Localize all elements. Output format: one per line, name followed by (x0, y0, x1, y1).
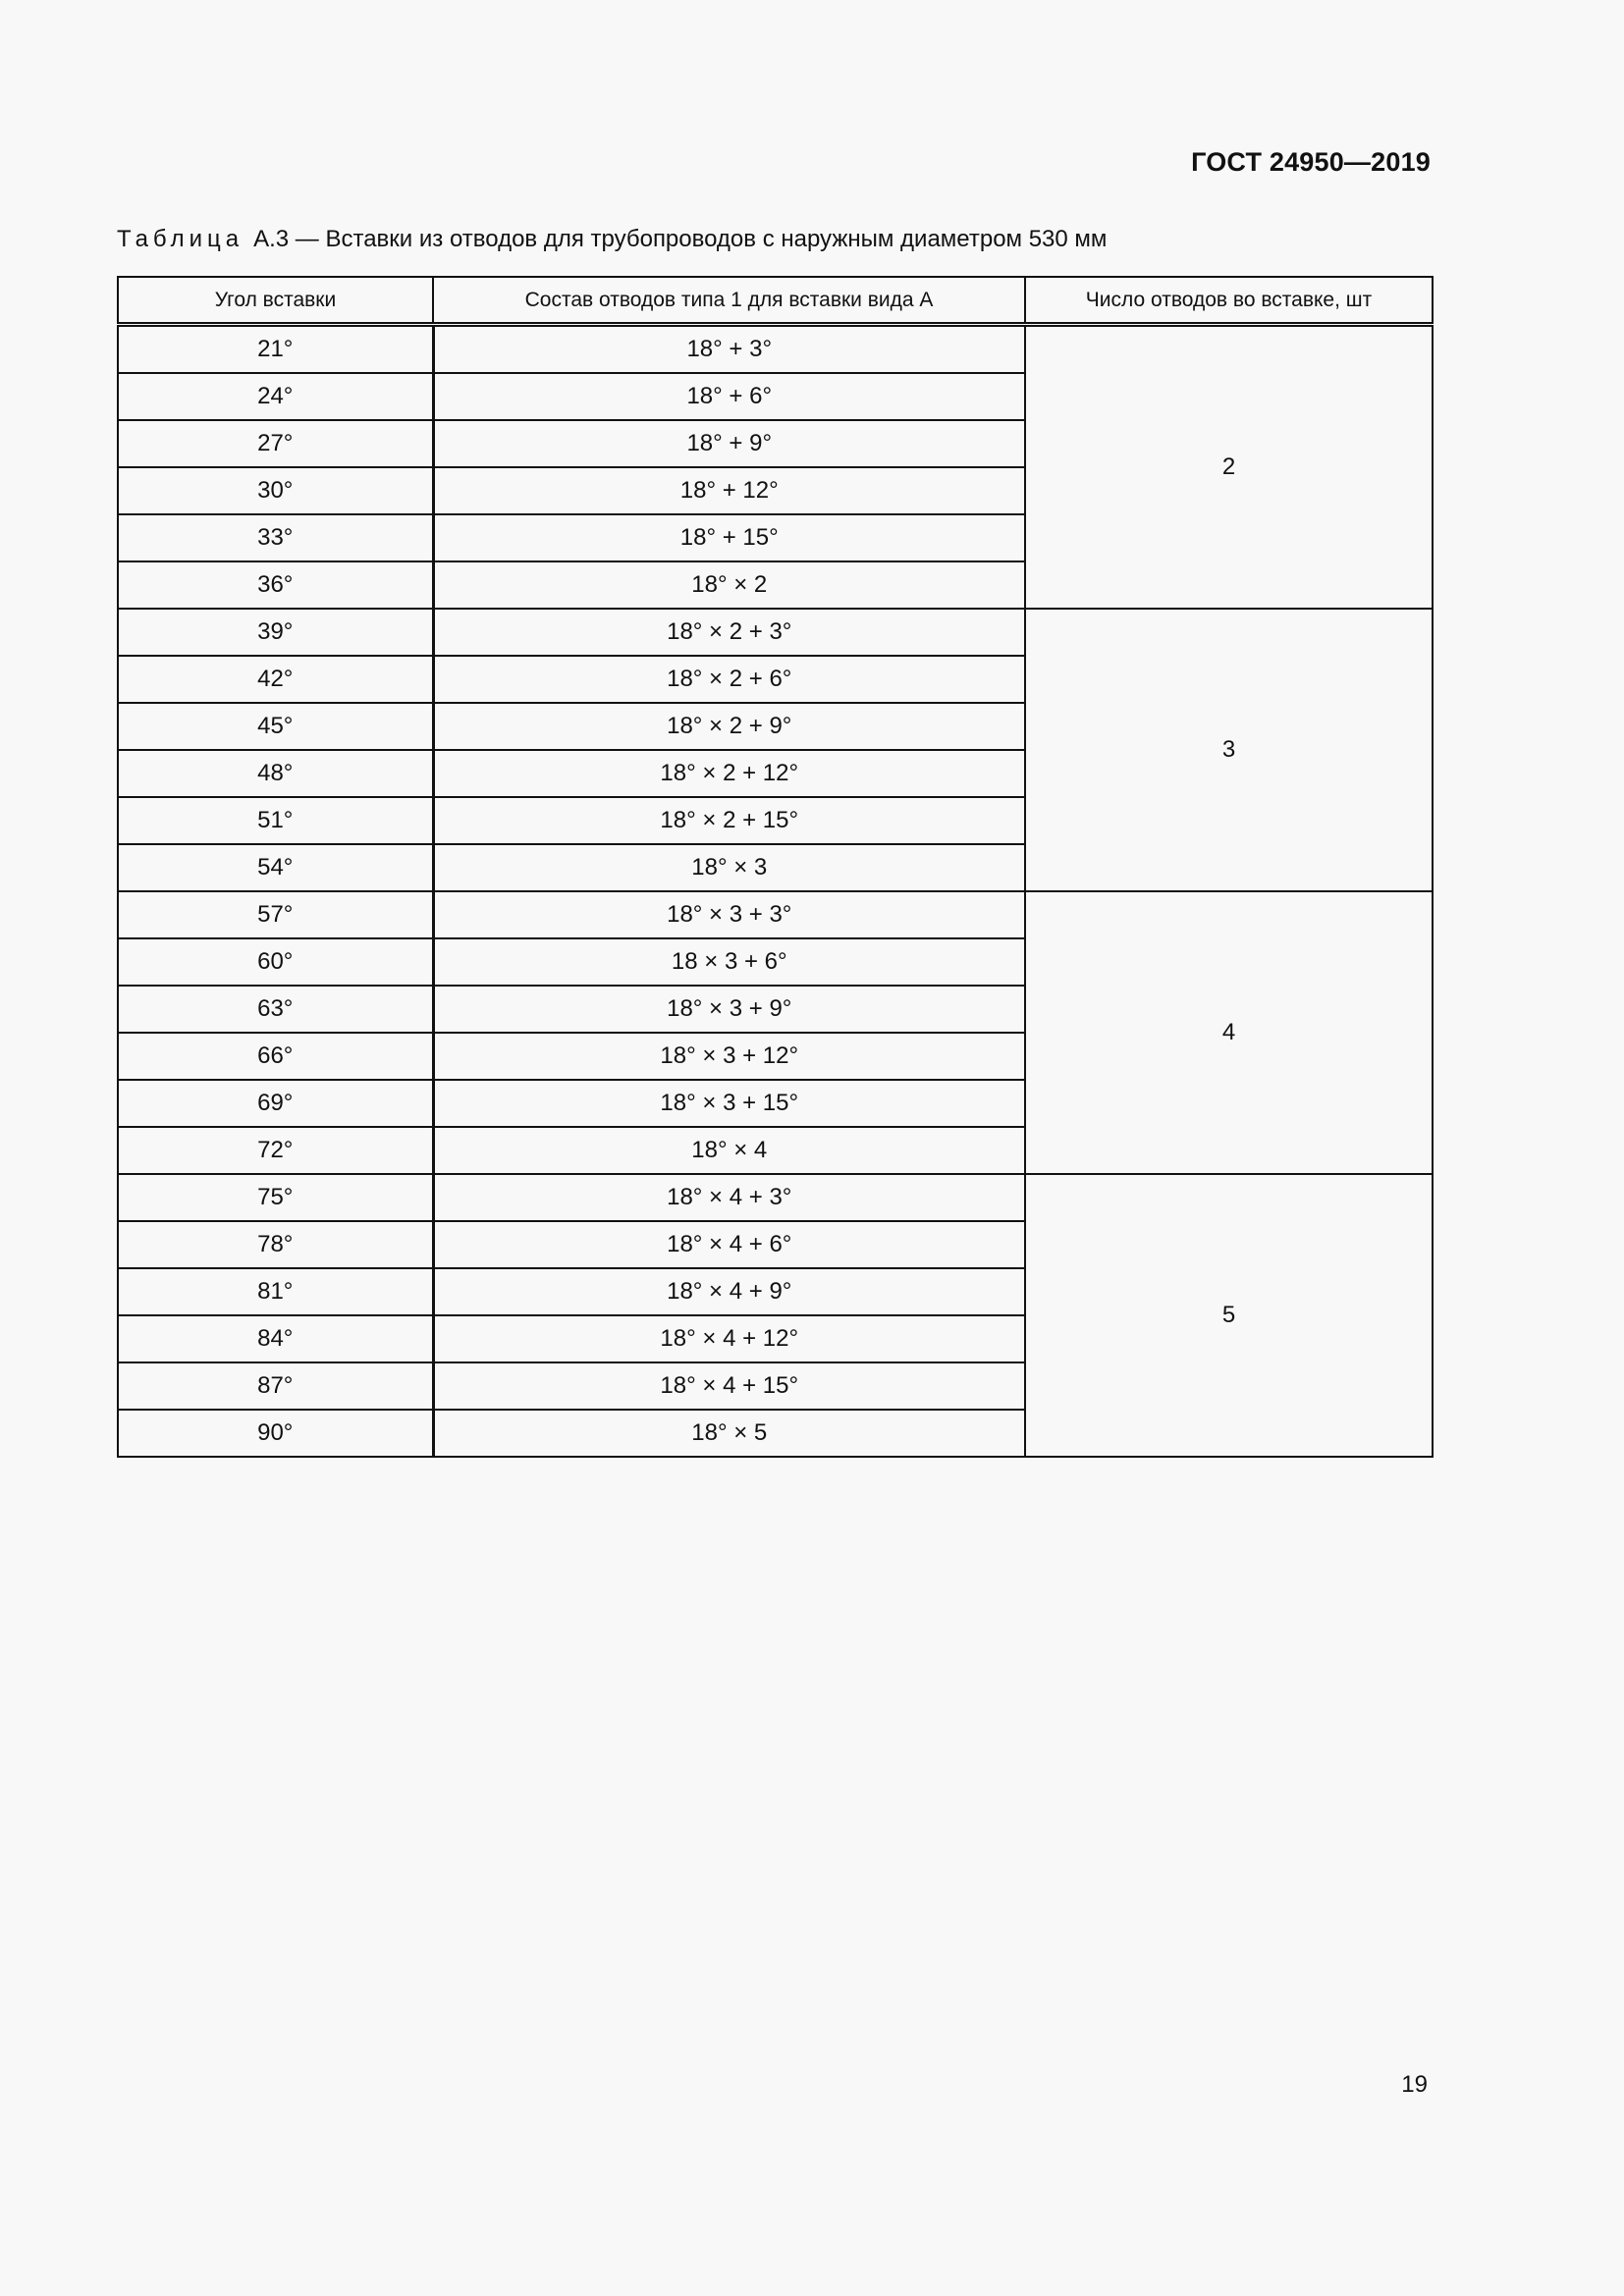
composition-cell: 18° × 5 (433, 1410, 1025, 1457)
composition-cell: 18° × 4 + 3° (433, 1174, 1025, 1221)
composition-cell: 18° × 2 + 9° (433, 703, 1025, 750)
composition-cell: 18° + 3° (433, 325, 1025, 374)
composition-cell: 18° + 12° (433, 467, 1025, 514)
composition-cell: 18° × 4 + 6° (433, 1221, 1025, 1268)
composition-cell: 18 × 3 + 6° (433, 938, 1025, 986)
composition-cell: 18° × 3 + 12° (433, 1033, 1025, 1080)
angle-cell: 66° (118, 1033, 433, 1080)
composition-cell: 18° × 2 + 12° (433, 750, 1025, 797)
angle-cell: 39° (118, 609, 433, 656)
header-angle: Угол вставки (118, 277, 433, 325)
table-row (118, 1174, 1433, 1221)
table-header-row (118, 277, 1433, 325)
angle-cell: 84° (118, 1315, 433, 1362)
angle-cell: 78° (118, 1221, 433, 1268)
composition-cell: 18° × 4 + 9° (433, 1268, 1025, 1315)
page-number: 19 (1401, 2071, 1428, 2098)
angle-cell: 21° (118, 325, 433, 374)
composition-cell: 18° × 4 + 12° (433, 1315, 1025, 1362)
composition-cell: 18° × 3 (433, 844, 1025, 891)
header-composition: Состав отводов типа 1 для вставки вида А (433, 277, 1025, 325)
angle-cell: 57° (118, 891, 433, 938)
table-caption-label: Таблица (117, 226, 244, 252)
composition-cell: 18° + 6° (433, 373, 1025, 420)
count-cell: 4 (1025, 891, 1433, 1174)
count-cell: 2 (1025, 325, 1433, 610)
angle-cell: 42° (118, 656, 433, 703)
table-caption-text: А.3 — Вставки из отводов для трубопроводов с наружным диаметром 530 мм (253, 226, 1108, 252)
table-row (118, 891, 1433, 938)
composition-cell: 18° + 9° (433, 420, 1025, 467)
document-standard-header: ГОСТ 24950—2019 (1191, 147, 1431, 177)
count-cell: 3 (1025, 609, 1433, 891)
composition-cell: 18° × 2 + 3° (433, 609, 1025, 656)
angle-cell: 72° (118, 1127, 433, 1174)
angle-cell: 36° (118, 561, 433, 609)
header-count: Число отводов во вставке, шт (1025, 277, 1433, 325)
composition-cell: 18° × 2 + 15° (433, 797, 1025, 844)
composition-cell: 18° × 3 + 3° (433, 891, 1025, 938)
angle-cell: 90° (118, 1410, 433, 1457)
composition-cell: 18° + 15° (433, 514, 1025, 561)
table-row (118, 609, 1433, 656)
composition-cell: 18° × 4 (433, 1127, 1025, 1174)
angle-cell: 24° (118, 373, 433, 420)
angle-cell: 87° (118, 1362, 433, 1410)
angle-cell: 54° (118, 844, 433, 891)
angle-cell: 81° (118, 1268, 433, 1315)
composition-cell: 18° × 2 (433, 561, 1025, 609)
composition-cell: 18° × 3 + 15° (433, 1080, 1025, 1127)
angle-cell: 69° (118, 1080, 433, 1127)
angle-cell: 60° (118, 938, 433, 986)
table-body (118, 325, 1433, 1458)
angle-cell: 63° (118, 986, 433, 1033)
angle-cell: 75° (118, 1174, 433, 1221)
composition-cell: 18° × 3 + 9° (433, 986, 1025, 1033)
insert-table (117, 276, 1434, 1458)
composition-cell: 18° × 2 + 6° (433, 656, 1025, 703)
table-caption (117, 226, 1107, 253)
angle-cell: 45° (118, 703, 433, 750)
composition-cell: 18° × 4 + 15° (433, 1362, 1025, 1410)
angle-cell: 48° (118, 750, 433, 797)
angle-cell: 33° (118, 514, 433, 561)
table-row (118, 325, 1433, 374)
angle-cell: 30° (118, 467, 433, 514)
count-cell: 5 (1025, 1174, 1433, 1457)
angle-cell: 27° (118, 420, 433, 467)
angle-cell: 51° (118, 797, 433, 844)
